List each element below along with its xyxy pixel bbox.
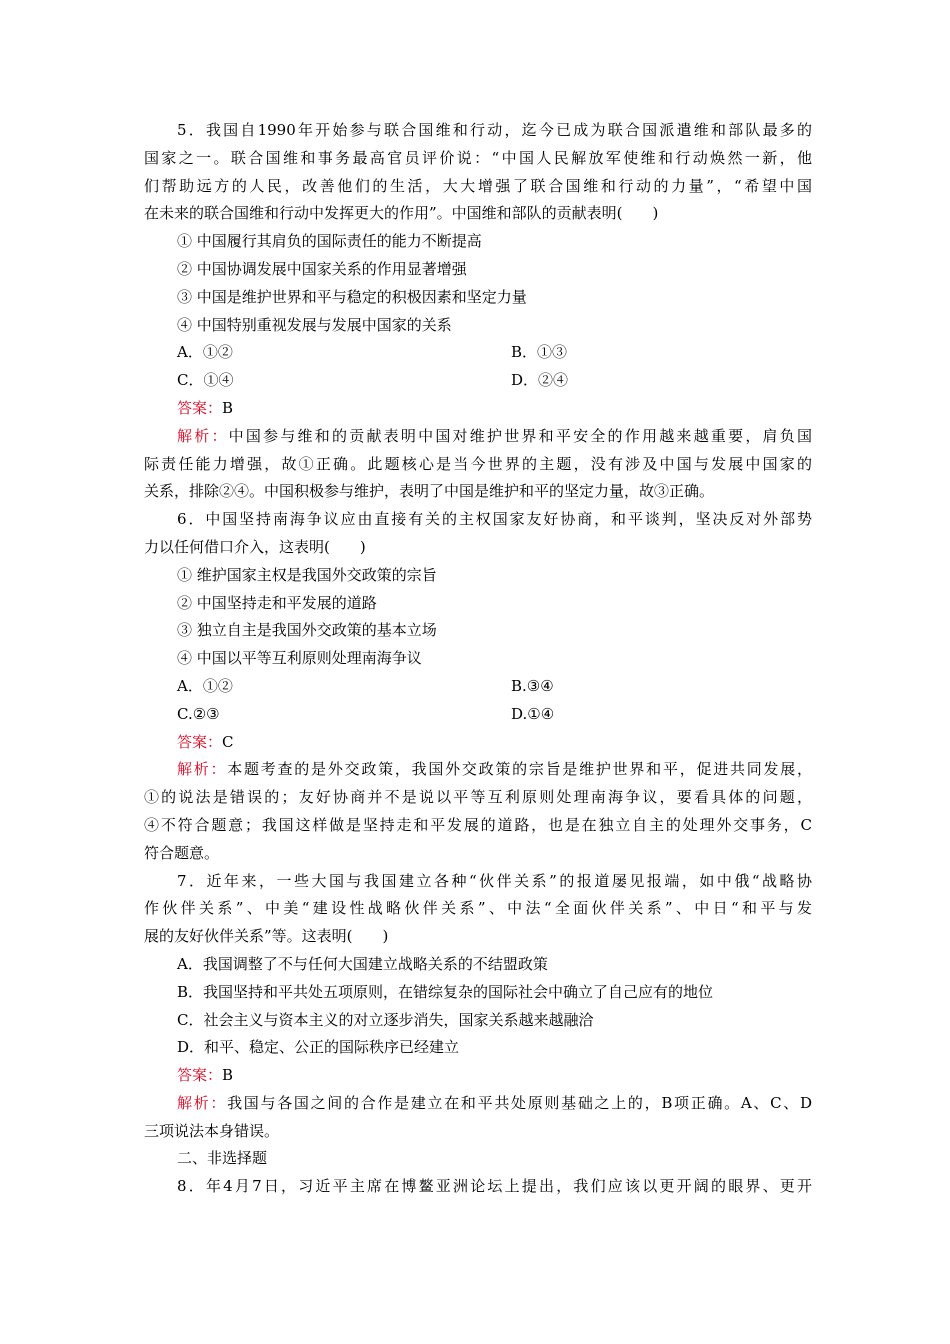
question-stem-line: 力以任何借口介入，这表明( ) bbox=[144, 537, 366, 556]
option-a: A．①② bbox=[177, 343, 233, 362]
option-d: D.①④ bbox=[511, 704, 555, 723]
option-a: A．①② bbox=[177, 676, 233, 695]
statement: ④ 中国以平等互利原则处理南海争议 bbox=[177, 649, 422, 668]
analysis-line: 三项说法本身错误。 bbox=[144, 1121, 280, 1140]
answer-value: B bbox=[222, 398, 234, 417]
section-heading: 二、非选择题 bbox=[177, 1149, 268, 1168]
options-row bbox=[144, 339, 812, 367]
document-page bbox=[144, 117, 812, 1201]
answer-line bbox=[144, 395, 812, 423]
statement: ① 中国履行其肩负的国际责任的能力不断提高 bbox=[177, 232, 482, 251]
analysis-text: 我国与各国之间的合作是建立在和平共处原则基础之上的，B项正确。A、C、D bbox=[227, 1093, 812, 1112]
question-8 bbox=[144, 1173, 812, 1201]
analysis-text: 本题考查的是外交政策，我国外交政策的宗旨是维护世界和平，促进共同发展， bbox=[227, 760, 812, 779]
answer-value: C bbox=[222, 732, 234, 751]
question-stem-line: 在未来的联合国维和行动中发挥更大的作用”。中国维和部队的贡献表明( ) bbox=[144, 204, 659, 223]
statement: ④ 中国特别重视发展与发展中国家的关系 bbox=[177, 315, 452, 334]
question-stem-line: 作伙伴关系”、中美“建设性战略伙伴关系”、中法“全面伙伴关系”、中日“和平与发 bbox=[144, 899, 812, 918]
option-b: B.③④ bbox=[511, 676, 554, 695]
answer-line bbox=[144, 1062, 812, 1090]
question-stem-line: 国家之一。联合国维和事务最高官员评价说：“中国人民解放军使维和行动焕然一新，他 bbox=[144, 148, 812, 167]
options-row bbox=[144, 701, 812, 729]
options-row bbox=[144, 367, 812, 395]
question-7 bbox=[144, 868, 812, 1146]
statement: ② 中国协调发展中国家关系的作用显著增强 bbox=[177, 259, 467, 278]
analysis-line bbox=[144, 1090, 812, 1118]
analysis-text: 中国参与维和的贡献表明中国对维护世界和平安全的作用越来越重要，肩负国 bbox=[228, 426, 812, 445]
option-c: C．社会主义与资本主义的对立逐步消失，国家关系越来越融洽 bbox=[177, 1010, 594, 1029]
analysis-label: 解析： bbox=[177, 760, 228, 779]
statement: ② 中国坚持走和平发展的道路 bbox=[177, 593, 377, 612]
analysis-label: 解析： bbox=[177, 426, 229, 445]
analysis-line bbox=[144, 756, 812, 784]
answer-label: 答案： bbox=[177, 732, 223, 751]
option-d: D．和平、稳定、公正的国际秩序已经建立 bbox=[177, 1038, 460, 1057]
option-d: D．②④ bbox=[511, 371, 569, 390]
option-b: B．我国坚持和平共处五项原则，在错综复杂的国际社会中确立了自己应有的地位 bbox=[177, 982, 714, 1001]
analysis-line: ①的说法是错误的；友好协商并不是说以平等互利原则处理南海争议，要看具体的问题， bbox=[144, 788, 812, 807]
question-6 bbox=[144, 506, 812, 867]
question-stem-line: 展的友好伙伴关系”等。这表明( ) bbox=[144, 927, 389, 946]
question-stem-line: 6．中国坚持南海争议应由直接有关的主权国家友好协商，和平谈判，坚决反对外部势 bbox=[177, 510, 812, 529]
option-c: C．①④ bbox=[177, 371, 234, 390]
analysis-line: ④不符合题意；我国这样做是坚持走和平发展的道路，也是在独立自主的处理外交事务，C bbox=[144, 815, 812, 834]
statement: ③ 独立自主是我国外交政策的基本立场 bbox=[177, 621, 437, 640]
analysis-line: 符合题意。 bbox=[144, 843, 220, 862]
option-c: C.②③ bbox=[177, 704, 220, 723]
question-stem-line: 5．我国自1990年开始参与联合国维和行动，迄今已成为联合国派遣维和部队最多的 bbox=[177, 121, 812, 139]
answer-line bbox=[144, 729, 812, 757]
option-a: A．我国调整了不与任何大国建立战略关系的不结盟政策 bbox=[177, 954, 548, 973]
analysis-label: 解析： bbox=[177, 1093, 228, 1112]
answer-value: B bbox=[222, 1066, 234, 1085]
answer-label: 答案： bbox=[177, 398, 223, 417]
statement: ① 维护国家主权是我国外交政策的宗旨 bbox=[177, 565, 437, 584]
answer-label: 答案： bbox=[177, 1066, 223, 1085]
question-stem-line: 7．近年来，一些大国与我国建立各种“伙伴关系”的报道屡见报端，如中俄“战略协 bbox=[177, 871, 812, 890]
option-b: B．①③ bbox=[511, 343, 568, 362]
question-5 bbox=[144, 117, 812, 506]
statement: ③ 中国是维护世界和平与稳定的积极因素和坚定力量 bbox=[177, 287, 527, 306]
analysis-line: 际责任能力增强，故①正确。此题核心是当今世界的主题，没有涉及中国与发展中国家的 bbox=[144, 454, 812, 473]
question-stem-line: 8．年4月7日，习近平主席在博鳌亚洲论坛上提出，我们应该以更开阔的眼界、更开 bbox=[177, 1177, 812, 1196]
analysis-line: 关系，排除②④。中国积极参与维护，表明了中国是维护和平的坚定力量，故③正确。 bbox=[144, 482, 715, 501]
analysis-line bbox=[144, 423, 812, 451]
question-stem-line: 们帮助远方的人民，改善他们的生活，大大增强了联合国维和行动的力量”，“希望中国 bbox=[144, 176, 812, 195]
options-row bbox=[144, 673, 812, 701]
